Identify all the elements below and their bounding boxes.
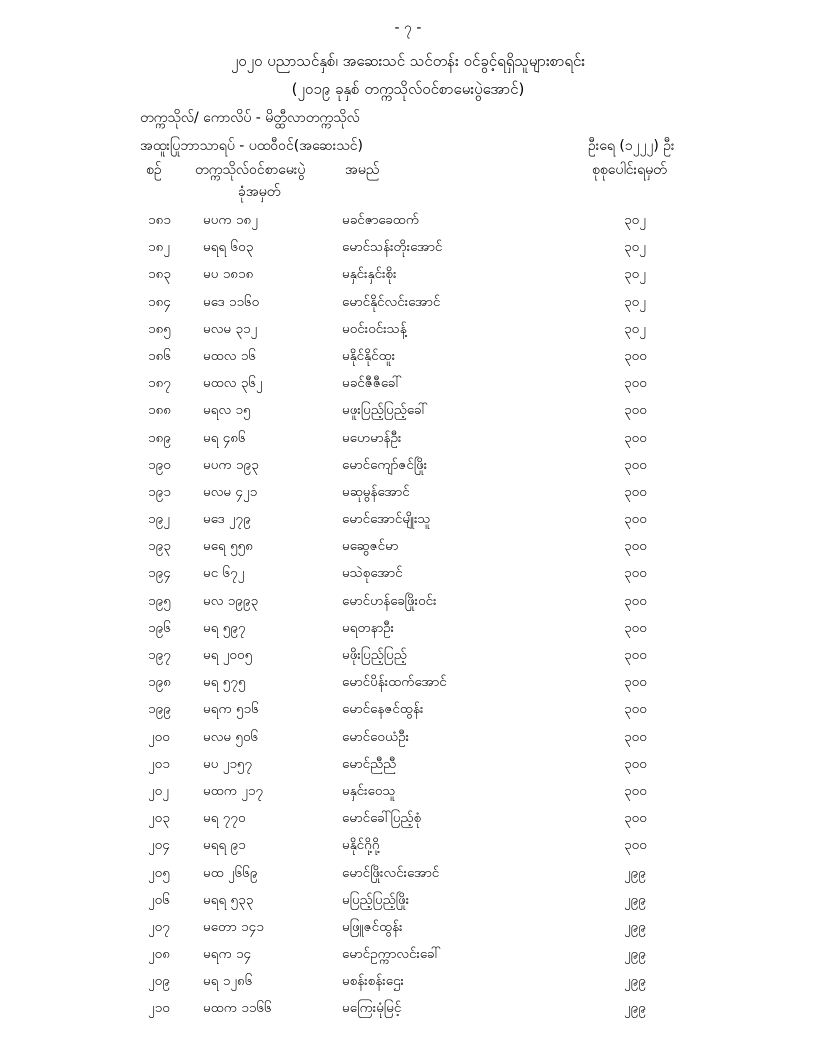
document-title: ၂၀၂၀ ပညာသင်နှစ်၊ အဆေးသင် သင်တန်း ဝင်ခွင့်ရရှိသူများစာရင်း (230, 52, 586, 70)
marks-cell: ၃၀၀ (624, 538, 647, 555)
roll-cell: မရ ၄၈၆ (203, 429, 246, 446)
name-cell: မောင်ဥက္ကာလင်းခေါ် (342, 946, 441, 963)
marks-cell: ၃၀၀ (624, 619, 647, 636)
serial-cell: ၁၉၉ (148, 701, 171, 718)
table-row (0, 265, 816, 292)
roll-cell: မရ ၂၀၀၅ (203, 647, 253, 663)
table-row (0, 374, 816, 401)
marks-cell: ၂၉၉ (624, 918, 646, 935)
university-line: တက္ကသိုလ်/ ကောလိပ် - မိတ္ထီလာတက္ကသိုလ် (140, 110, 360, 126)
department-line: အထူးပြုဘာသာရပ် - ပထဝီဝင်(အဆေးသင်) (140, 138, 364, 154)
roll-cell: မပ ၁၈၁၈ (203, 266, 254, 283)
table-row (0, 293, 816, 320)
document-subtitle: (၂၀၁၉ ခုနှစ် တက္ကသိုလ်ဝင်စာမေးပွဲအောင်) (291, 80, 525, 98)
serial-cell: ၂၀၃ (148, 810, 170, 827)
serial-cell: ၁၉၈ (148, 674, 171, 691)
name-cell: မောင်ဝေယံဦး (342, 728, 410, 745)
table-row (0, 891, 816, 918)
serial-cell: ၁၈၇ (148, 375, 171, 392)
table-row (0, 972, 816, 999)
name-cell: မောင်သန်းတိုးအောင် (342, 239, 443, 256)
marks-cell: ၂၉၉ (624, 891, 646, 908)
name-cell: မကြေးမုံမြင့် (342, 1000, 402, 1017)
roll-cell: မရရ ၆၀၃ (203, 239, 254, 256)
roll-cell: မလမ ၃၁၂ (203, 320, 258, 337)
name-cell: မဖူးပြည့်ပြည့်ခေါ် (342, 402, 428, 419)
roll-cell: မလမ ၅၀၆ (203, 728, 259, 745)
roll-cell: မပက ၁၉၃ (203, 456, 259, 473)
name-cell: မစန်းစန်းဌေး (342, 973, 404, 990)
marks-cell: ၃၀၀ (624, 592, 647, 609)
serial-cell: ၁၉၄ (148, 565, 171, 582)
serial-cell: ၂၁၀ (148, 1000, 170, 1017)
name-cell: မဆွေဇင်မာ (342, 538, 399, 555)
column-header-roll: တက္ကသိုလ်ဝင်စာမေးပွဲ (195, 162, 306, 178)
roll-cell: မထက ၂၁၇ (203, 782, 264, 799)
table-row (0, 945, 816, 972)
marks-cell: ၃၀၂ (624, 293, 646, 310)
name-cell: မဆုမွန်အောင် (342, 483, 410, 500)
serial-cell: ၁၈၂ (148, 239, 170, 256)
name-cell: မနှင်းဝေသူ (342, 782, 396, 799)
name-cell: မနှင်းနှင်းစိုး (342, 266, 397, 283)
name-cell: မောင်နိုင်လင်းအောင် (342, 293, 441, 310)
table-row (0, 619, 816, 646)
marks-cell: ၃၀၂ (624, 266, 646, 283)
roll-cell: မရ ၅၇၅ (203, 674, 246, 691)
name-cell: မောင်ဖြိုးလင်းအောင် (342, 864, 440, 881)
serial-cell: ၁၉၅ (148, 592, 171, 609)
name-cell: မပြည့်ပြည့်ဖြိုး (342, 891, 410, 908)
marks-cell: ၃၀၀ (624, 483, 647, 500)
roll-cell: မရေ ၅၅၈ (203, 538, 253, 555)
roll-cell: မလမ ၄၂၁ (203, 483, 258, 500)
marks-cell: ၃၀၀ (624, 511, 647, 528)
table-row (0, 483, 816, 510)
roll-cell: မထက ၁၁၆၆ (203, 1000, 272, 1017)
roll-cell: မတော ၁၄၁ (203, 918, 264, 935)
table-row (0, 347, 816, 374)
marks-cell: ၃၀၂ (624, 212, 646, 228)
roll-cell: မရက ၅၁၆ (203, 701, 259, 718)
roll-cell: မရက ၁၄ (203, 946, 252, 963)
roll-cell: မထလ ၃၆၂ (203, 375, 263, 392)
table-row (0, 836, 816, 863)
serial-cell: ၂၀၅ (148, 864, 170, 881)
column-header-roll-number: ခုံအမှတ် (238, 184, 281, 200)
name-cell: မောင်ပိန်းထက်အောင် (342, 674, 447, 691)
serial-cell: ၁၈၉ (148, 429, 171, 446)
page-number: - ၇ - (394, 20, 422, 36)
roll-cell: မရ ၇၇၀ (203, 810, 246, 827)
marks-cell: ၃၀၀ (624, 701, 647, 718)
roll-cell: မထ ၂၆၆၉ (203, 864, 258, 881)
column-header-marks: စုစုပေါင်းရမှတ် (592, 162, 667, 178)
marks-cell: ၃၀၀ (624, 402, 647, 419)
roll-cell: မဒေ ၂၇၉ (203, 511, 251, 528)
table-row (0, 510, 816, 537)
name-cell: မရတနာဦး (342, 619, 395, 636)
marks-cell: ၃၀၀ (624, 728, 647, 745)
serial-cell: ၂၀၀ (148, 728, 170, 745)
marks-cell: ၃၀၀ (624, 837, 647, 854)
roll-cell: မရရ ၅၃၃ (203, 891, 254, 908)
serial-cell: ၂၀၁ (148, 755, 170, 772)
marks-cell: ၃၀၂ (624, 239, 646, 256)
marks-cell: ၂၉၉ (624, 973, 646, 990)
table-row (0, 728, 816, 755)
table-row (0, 211, 816, 238)
marks-cell: ၃၀၀ (624, 810, 647, 827)
marks-cell: ၃၀၀ (624, 782, 647, 799)
serial-cell: ၁၈၄ (148, 293, 171, 310)
roll-cell: မဒေ ၁၁၆၀ (203, 293, 260, 310)
name-cell: မောင်အောင်မျိုးသူ (342, 511, 431, 528)
roll-cell: မရလ ၁၅ (203, 402, 251, 419)
serial-cell: ၁၉၃ (148, 538, 171, 555)
name-cell: မသဲစုအောင် (342, 565, 403, 582)
serial-cell: ၁၉၁ (148, 483, 171, 500)
name-cell: မောင်ခေါ်ပြည့်စုံ (342, 810, 422, 827)
serial-cell: ၁၈၅ (148, 320, 171, 337)
column-header-serial: စဉ် (146, 162, 162, 178)
table-row (0, 537, 816, 564)
marks-cell: ၃၀၂ (624, 320, 646, 337)
serial-cell: ၂၀၇ (148, 918, 170, 935)
marks-cell: ၃၀၀ (624, 456, 647, 473)
table-row (0, 999, 816, 1026)
marks-cell: ၃၀၀ (624, 347, 647, 364)
roll-cell: မပ ၂၁၅၇ (203, 755, 253, 772)
name-cell: မနိုင်နိုင်ထူး (342, 347, 396, 364)
results-table (0, 211, 816, 1027)
marks-cell: ၂၉၉ (624, 864, 646, 881)
table-row (0, 401, 816, 428)
roll-cell: မပက ၁၈၂ (203, 212, 258, 228)
serial-cell: ၁၈၈ (148, 402, 172, 419)
marks-cell: ၃၀၀ (624, 429, 647, 446)
table-row (0, 864, 816, 891)
marks-cell: ၂၉၉ (624, 1000, 646, 1017)
table-row (0, 592, 816, 619)
name-cell: မောင်ညီညီ (342, 755, 397, 772)
serial-cell: ၁၈၁ (148, 212, 171, 228)
serial-cell: ၁၈၃ (148, 266, 171, 283)
roll-cell: မရ ၅၉၇ (203, 619, 246, 636)
name-cell: မဖိုးပြည့်ပြည့် (342, 647, 407, 663)
table-row (0, 456, 816, 483)
roll-cell: မရ ၁၂၈၆ (203, 973, 253, 990)
serial-cell: ၁၉၀ (148, 456, 171, 473)
table-row (0, 429, 816, 456)
table-row (0, 646, 816, 673)
name-cell: မဝင်းဝင်းသန့် (342, 320, 407, 337)
table-row (0, 564, 816, 591)
table-row (0, 700, 816, 727)
table-row (0, 238, 816, 265)
serial-cell: ၂၀၉ (148, 973, 170, 990)
table-row (0, 755, 816, 782)
serial-cell: ၁၉၂ (148, 511, 170, 528)
marks-cell: ၃၀၀ (624, 674, 647, 691)
table-row (0, 782, 816, 809)
name-cell: မခင်ဇီဇီခေါ် (342, 375, 402, 392)
roll-cell: မထလ ၁၆ (203, 347, 256, 364)
marks-cell: ၃၀၀ (624, 755, 647, 772)
marks-cell: ၃၀၀ (624, 375, 647, 392)
column-header-name: အမည် (345, 162, 380, 178)
table-row (0, 918, 816, 945)
name-cell: မောင်ကျော်ဇင်ဖြိုး (342, 456, 428, 473)
serial-cell: ၁၉၇ (148, 647, 171, 663)
roll-cell: မရရ ၉၁ (203, 837, 246, 854)
serial-cell: ၂၀၄ (148, 837, 170, 854)
name-cell: မောင်နေဇင်ထွန်း (342, 701, 424, 718)
roll-cell: မလ ၁၉၉၃ (203, 592, 259, 609)
name-cell: မဖြူဇင်ထွန်း (342, 918, 403, 935)
quota-line: ဦးရေ (၁၂၂၂) ဦး (588, 138, 675, 154)
name-cell: မောင်ဟန်ခေဖြိုးဝင်း (342, 592, 437, 609)
serial-cell: ၂၀၆ (148, 891, 170, 908)
marks-cell: ၃၀၀ (624, 565, 647, 582)
table-row (0, 673, 816, 700)
serial-cell: ၂၀၈ (148, 946, 170, 963)
serial-cell: ၁၉၆ (148, 619, 171, 636)
marks-cell: ၂၉၉ (624, 946, 646, 963)
roll-cell: မင ၆၇၂ (203, 565, 245, 582)
name-cell: မနိုင်ဂို့ဂို့ (342, 837, 380, 854)
table-row (0, 320, 816, 347)
name-cell: မဟေမာန်ဦး (342, 429, 402, 446)
name-cell: မခင်ဇာခေထက် (342, 212, 420, 228)
serial-cell: ၁၈၆ (148, 347, 171, 364)
marks-cell: ၃၀၀ (624, 647, 647, 663)
serial-cell: ၂၀၂ (148, 782, 169, 799)
table-row (0, 809, 816, 836)
